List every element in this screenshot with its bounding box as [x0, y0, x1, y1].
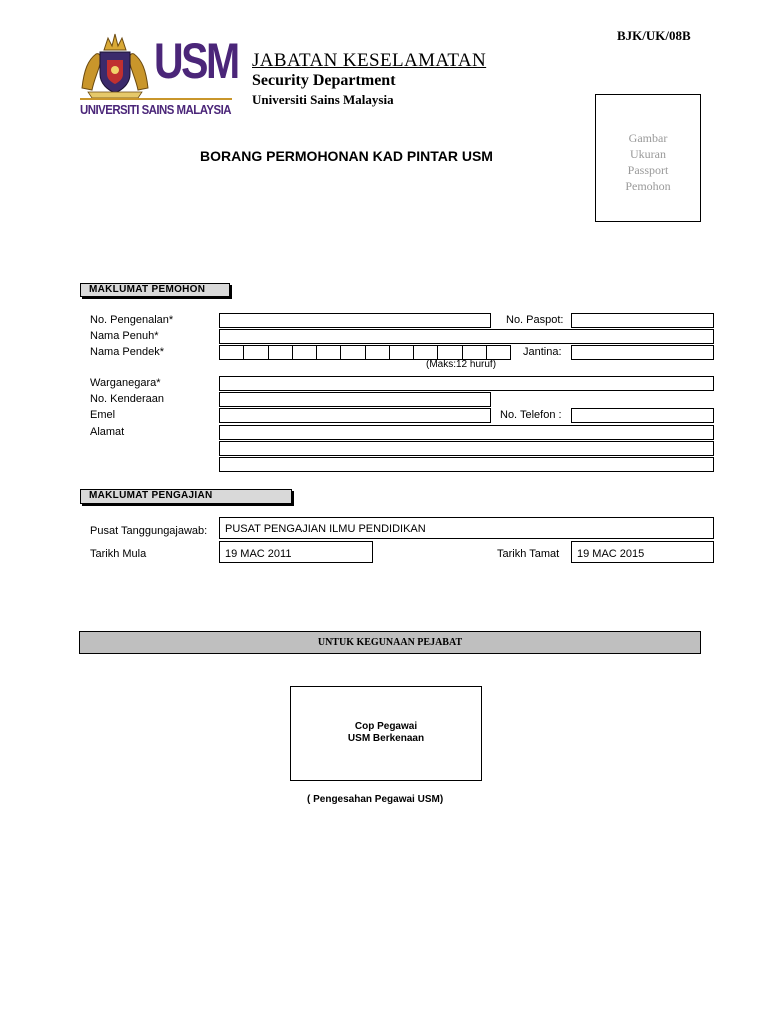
citizenship-field[interactable]: [219, 376, 714, 391]
vehicle-field[interactable]: [219, 392, 491, 407]
department-title: JABATAN KESELAMATAN: [252, 50, 487, 71]
char-cell[interactable]: [293, 346, 317, 359]
char-cell[interactable]: [487, 346, 510, 359]
usm-wordmark: USM: [154, 33, 238, 89]
phone-label: No. Telefon :: [500, 409, 562, 421]
email-label: Emel: [90, 409, 116, 421]
center-label: Pusat Tanggungajawab:: [90, 525, 208, 537]
char-cell[interactable]: [366, 346, 390, 359]
document-code: BJK/UK/08B: [617, 28, 691, 43]
logo-gold-line: [80, 98, 232, 100]
char-cell[interactable]: [244, 346, 268, 359]
section-heading-applicant: MAKLUMAT PEMOHON: [80, 283, 230, 297]
max-chars-hint: (Maks:12 huruf): [426, 359, 497, 370]
email-field[interactable]: [219, 408, 491, 423]
char-cell[interactable]: [341, 346, 365, 359]
char-cell[interactable]: [463, 346, 487, 359]
char-cell[interactable]: [220, 346, 244, 359]
address-field-line-2[interactable]: [219, 441, 714, 456]
officer-verification-label: ( Pengesahan Pegawai USM): [307, 794, 444, 805]
officer-stamp-box[interactable]: [290, 686, 482, 781]
start-date-field[interactable]: 19 MAC 2011: [219, 541, 373, 563]
photo-box-line: Passport: [627, 163, 669, 177]
department-subtitle: Security Department: [252, 72, 396, 89]
address-field-line-1[interactable]: [219, 425, 714, 440]
ic-label: No. Pengenalan*: [90, 314, 174, 326]
end-date-label: Tarikh Tamat: [497, 548, 560, 560]
char-cell[interactable]: [390, 346, 414, 359]
address-label: Alamat: [90, 426, 125, 438]
university-name: Universiti Sains Malaysia: [252, 92, 394, 107]
center-field[interactable]: PUSAT PENGAJIAN ILMU PENDIDIKAN: [219, 517, 714, 539]
passport-photo-box[interactable]: [595, 94, 701, 222]
gender-field[interactable]: [571, 345, 714, 360]
usm-logo: [66, 26, 248, 126]
section-heading-study: MAKLUMAT PENGAJIAN: [80, 489, 292, 504]
stamp-label-line-1: Cop Pegawai: [354, 721, 418, 732]
char-cell[interactable]: [317, 346, 341, 359]
shortname-cells[interactable]: [219, 345, 511, 360]
form-title: BORANG PERMOHONAN KAD PINTAR USM: [200, 148, 493, 164]
phone-field[interactable]: [571, 408, 714, 423]
passport-label: No. Paspot:: [506, 314, 564, 326]
photo-box-line: Pemohon: [625, 179, 671, 193]
shortname-label: Nama Pendek*: [90, 346, 164, 358]
fullname-label: Nama Penuh*: [90, 330, 159, 342]
ic-field[interactable]: [219, 313, 491, 328]
char-cell[interactable]: [438, 346, 462, 359]
vehicle-label: No. Kenderaan: [90, 393, 164, 405]
stamp-label-line-2: USM Berkenaan: [347, 733, 425, 744]
gender-label: Jantina:: [523, 346, 562, 358]
fullname-field[interactable]: [219, 329, 714, 344]
char-cell[interactable]: [414, 346, 438, 359]
citizenship-label: Warganegara*: [90, 377, 161, 389]
office-use-heading: UNTUK KEGUNAAN PEJABAT: [79, 631, 701, 654]
char-cell[interactable]: [269, 346, 293, 359]
start-date-label: Tarikh Mula: [90, 548, 147, 560]
university-name-logo: UNIVERSITI SAINS MALAYSIA: [80, 102, 232, 117]
end-date-field[interactable]: 19 MAC 2015: [571, 541, 714, 563]
university-crest-icon: [80, 30, 150, 98]
passport-field[interactable]: [571, 313, 714, 328]
photo-box-line: Gambar: [628, 131, 668, 145]
photo-box-line: Ukuran: [630, 147, 666, 161]
address-field-line-3[interactable]: [219, 457, 714, 472]
